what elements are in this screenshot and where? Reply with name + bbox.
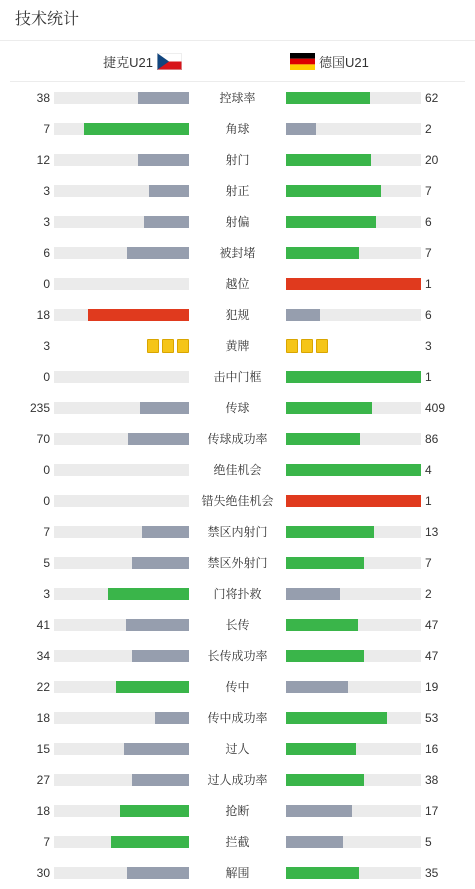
home-bar-fill	[127, 867, 189, 879]
stat-row	[0, 672, 475, 703]
home-value: 3	[43, 184, 50, 198]
home-bar-fill	[120, 805, 189, 817]
home-bar-track	[54, 402, 189, 414]
away-value: 13	[425, 525, 439, 539]
stat-row	[0, 610, 475, 641]
away-bar-fill	[286, 92, 370, 104]
home-value: 22	[36, 680, 50, 694]
away-bar-track	[286, 154, 421, 166]
home-team	[103, 41, 182, 81]
away-bar-track	[286, 774, 421, 786]
away-bar-track	[286, 681, 421, 693]
stat-label: 射门	[225, 153, 250, 167]
home-bar-fill	[132, 557, 189, 569]
stat-label: 黄牌	[225, 339, 250, 353]
away-bar-fill	[286, 123, 316, 135]
home-bar-fill	[140, 402, 189, 414]
stat-label: 过人	[225, 742, 250, 756]
away-value: 1	[425, 494, 432, 508]
away-value: 16	[425, 742, 439, 756]
home-bar-fill	[138, 92, 189, 104]
home-value: 0	[43, 463, 50, 477]
away-bar-track	[286, 247, 421, 259]
home-bar-track	[54, 278, 189, 290]
home-value: 7	[43, 122, 50, 136]
away-bar-track	[286, 650, 421, 662]
home-bar-track	[54, 216, 189, 228]
stat-label: 射正	[225, 184, 250, 198]
away-bar-track	[286, 278, 421, 290]
home-bar-track	[54, 247, 189, 259]
away-value: 20	[425, 153, 439, 167]
away-bar-fill	[286, 309, 320, 321]
home-bar-track	[54, 123, 189, 135]
stat-label: 越位	[225, 277, 250, 291]
stat-row	[0, 703, 475, 734]
home-value: 70	[36, 432, 50, 446]
home-value: 34	[36, 649, 50, 663]
home-bar-track	[54, 743, 189, 755]
home-bar-track	[54, 185, 189, 197]
home-bar-track	[54, 371, 189, 383]
away-bar-track	[286, 743, 421, 755]
stat-label: 角球	[225, 122, 250, 136]
home-value: 7	[43, 835, 50, 849]
home-value: 12	[36, 153, 50, 167]
home-bar-fill	[111, 836, 189, 848]
away-bar-fill	[286, 867, 359, 879]
home-bar-track	[54, 836, 189, 848]
away-bar-track	[286, 867, 421, 879]
away-bar-fill	[286, 681, 348, 693]
away-bar-fill	[286, 154, 371, 166]
away-bar-fill	[286, 650, 364, 662]
home-value: 7	[43, 525, 50, 539]
away-value: 47	[425, 618, 439, 632]
stat-row	[0, 362, 475, 393]
home-bar-track	[54, 557, 189, 569]
home-value: 27	[36, 773, 50, 787]
away-value: 3	[425, 339, 432, 353]
home-bar-track	[54, 526, 189, 538]
away-value: 17	[425, 804, 439, 818]
stat-row	[0, 827, 475, 858]
away-bar-fill	[286, 774, 364, 786]
away-bar-fill	[286, 278, 421, 290]
stat-row	[0, 331, 475, 362]
home-value: 6	[43, 246, 50, 260]
home-bar-track	[54, 805, 189, 817]
stat-row	[0, 207, 475, 238]
stat-row	[0, 796, 475, 827]
stat-row	[0, 455, 475, 486]
away-bar-fill	[286, 185, 381, 197]
away-bar-fill	[286, 495, 421, 507]
home-value: 18	[36, 804, 50, 818]
away-bar-track	[286, 619, 421, 631]
away-bar-fill	[286, 805, 352, 817]
home-team-name: 捷克U21	[103, 54, 153, 70]
away-bar-fill	[286, 743, 356, 755]
stat-row	[0, 176, 475, 207]
away-value: 86	[425, 432, 439, 446]
home-bar-fill	[155, 712, 189, 724]
page-title: 技术统计	[0, 0, 475, 41]
home-bar-track	[54, 495, 189, 507]
home-value: 18	[36, 308, 50, 322]
home-bar-fill	[108, 588, 189, 600]
away-bar-track	[286, 712, 421, 724]
away-value: 53	[425, 711, 439, 725]
home-bar-track	[54, 774, 189, 786]
stat-row	[0, 114, 475, 145]
stat-label: 传中	[225, 680, 250, 694]
away-value: 1	[425, 277, 432, 291]
home-bar-fill	[116, 681, 189, 693]
home-bar-fill	[149, 185, 190, 197]
home-yellow-cards	[147, 339, 189, 353]
stat-label: 抢断	[225, 804, 250, 818]
away-bar-fill	[286, 247, 359, 259]
away-bar-fill	[286, 402, 372, 414]
stat-label: 禁区外射门	[207, 556, 268, 570]
away-bar-track	[286, 526, 421, 538]
stat-row	[0, 858, 475, 889]
away-bar-track	[286, 464, 421, 476]
stat-label: 拦截	[225, 835, 250, 849]
away-bar-track	[286, 433, 421, 445]
away-value: 35	[425, 866, 439, 880]
stats-list	[0, 83, 475, 889]
stat-label: 解围	[225, 866, 250, 880]
home-bar-track	[54, 650, 189, 662]
away-bar-fill	[286, 526, 374, 538]
stat-row	[0, 145, 475, 176]
home-value: 0	[43, 277, 50, 291]
yellow-card-icon	[177, 339, 189, 353]
stat-row	[0, 641, 475, 672]
home-bar-fill	[124, 743, 189, 755]
home-bar-fill	[127, 247, 189, 259]
away-bar-track	[286, 402, 421, 414]
away-team-name: 德国U21	[319, 54, 369, 70]
away-value: 409	[425, 401, 446, 415]
home-bar-track	[54, 619, 189, 631]
stat-row	[0, 486, 475, 517]
stat-row	[0, 83, 475, 114]
stat-label: 传球	[225, 401, 250, 415]
home-bar-track	[54, 464, 189, 476]
home-bar-fill	[142, 526, 189, 538]
stat-label: 被封堵	[219, 246, 256, 260]
stat-row	[0, 393, 475, 424]
stat-row	[0, 548, 475, 579]
stat-row	[0, 765, 475, 796]
stat-label: 控球率	[219, 91, 256, 105]
away-value: 6	[425, 215, 432, 229]
away-bar-fill	[286, 433, 360, 445]
away-value: 2	[425, 122, 432, 136]
yellow-card-icon	[316, 339, 328, 353]
away-bar-track	[286, 557, 421, 569]
away-bar-track	[286, 185, 421, 197]
home-bar-track	[54, 681, 189, 693]
home-bar-fill	[138, 154, 189, 166]
home-bar-track	[54, 433, 189, 445]
home-value: 41	[36, 618, 50, 632]
stat-row	[0, 579, 475, 610]
team-header	[10, 41, 465, 82]
stat-row	[0, 517, 475, 548]
home-value: 3	[43, 587, 50, 601]
home-bar-track	[54, 154, 189, 166]
stat-label: 门将扑救	[213, 587, 262, 601]
away-bar-track	[286, 805, 421, 817]
away-bar-track	[286, 495, 421, 507]
away-value: 2	[425, 587, 432, 601]
stat-label: 错失绝佳机会	[201, 494, 274, 508]
home-bar-fill	[132, 774, 189, 786]
away-bar-fill	[286, 619, 358, 631]
home-value: 5	[43, 556, 50, 570]
away-value: 38	[425, 773, 439, 787]
away-bar-fill	[286, 371, 421, 383]
home-bar-fill	[144, 216, 189, 228]
czech-flag-icon	[157, 53, 182, 70]
stat-row	[0, 269, 475, 300]
home-value: 3	[43, 215, 50, 229]
away-value: 62	[425, 91, 439, 105]
germany-flag-icon	[290, 53, 315, 70]
away-team	[290, 41, 369, 81]
away-bar-fill	[286, 557, 364, 569]
away-bar-fill	[286, 216, 376, 228]
yellow-card-icon	[147, 339, 159, 353]
home-bar-fill	[126, 619, 189, 631]
home-bar-fill	[132, 650, 189, 662]
home-value: 38	[36, 91, 50, 105]
home-bar-track	[54, 712, 189, 724]
stat-label: 绝佳机会	[213, 463, 262, 477]
yellow-card-icon	[286, 339, 298, 353]
home-bar-track	[54, 309, 189, 321]
home-value: 18	[36, 711, 50, 725]
home-value: 235	[29, 401, 50, 415]
home-value: 3	[43, 339, 50, 353]
home-bar-fill	[128, 433, 189, 445]
away-value: 7	[425, 246, 432, 260]
yellow-card-icon	[162, 339, 174, 353]
away-bar-track	[286, 216, 421, 228]
away-value: 4	[425, 463, 432, 477]
away-value: 1	[425, 370, 432, 384]
home-value: 15	[36, 742, 50, 756]
home-bar-track	[54, 588, 189, 600]
away-bar-fill	[286, 836, 343, 848]
stat-label: 长传	[225, 618, 250, 632]
stat-label: 传中成功率	[207, 711, 268, 725]
home-bar-track	[54, 867, 189, 879]
yellow-card-icon	[301, 339, 313, 353]
stat-label: 射偏	[225, 215, 250, 229]
home-value: 0	[43, 494, 50, 508]
stat-label: 传球成功率	[207, 432, 268, 446]
away-bar-track	[286, 836, 421, 848]
stat-label: 击中门框	[213, 370, 262, 384]
home-value: 0	[43, 370, 50, 384]
stat-label: 犯规	[225, 308, 250, 322]
away-bar-track	[286, 92, 421, 104]
away-bar-fill	[286, 712, 387, 724]
away-bar-fill	[286, 464, 421, 476]
stat-label: 禁区内射门	[207, 525, 268, 539]
away-bar-track	[286, 309, 421, 321]
stat-label: 过人成功率	[207, 773, 268, 787]
away-bar-fill	[286, 588, 340, 600]
stat-row	[0, 424, 475, 455]
away-bar-track	[286, 588, 421, 600]
away-value: 7	[425, 556, 432, 570]
stat-label: 长传成功率	[207, 649, 268, 663]
stat-row	[0, 238, 475, 269]
stat-row	[0, 734, 475, 765]
away-yellow-cards	[286, 339, 328, 353]
away-bar-track	[286, 123, 421, 135]
away-value: 7	[425, 184, 432, 198]
home-value: 30	[36, 866, 50, 880]
away-value: 19	[425, 680, 439, 694]
away-value: 6	[425, 308, 432, 322]
stat-row	[0, 300, 475, 331]
home-bar-fill	[84, 123, 189, 135]
away-bar-track	[286, 371, 421, 383]
away-value: 5	[425, 835, 432, 849]
home-bar-track	[54, 92, 189, 104]
home-bar-fill	[88, 309, 189, 321]
away-value: 47	[425, 649, 439, 663]
